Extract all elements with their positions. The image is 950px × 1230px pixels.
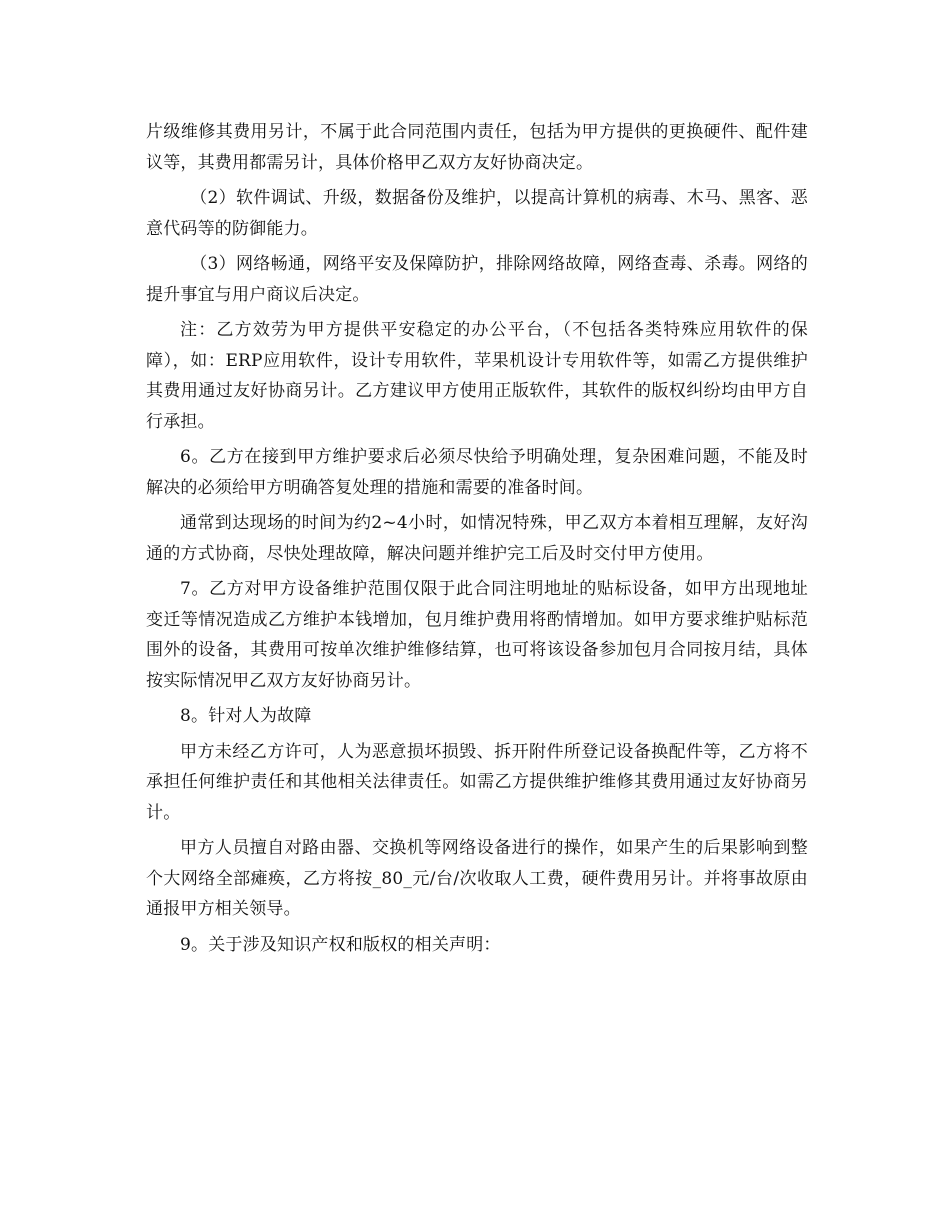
paragraph-clause-7: 7。乙方对甲方设备维护范围仅限于此合同注明地址的贴标设备，如甲方出现地址变迁等情况造成乙方维护本钱增加，包月维护费用将酌情增加。如甲方要求维护贴标范围外的设备，其费用可按单次维护维修结算，也可将该设备参加包月合同按月结，具体按实际情况甲乙双方友好协商另计。	[146, 579, 808, 691]
paragraph-clause-9-heading: 9。关于涉及知识产权和版权的相关声明：	[180, 934, 501, 955]
paragraph-note-office-platform: 注：乙方效劳为甲方提供平安稳定的办公平台，（不包括各类特殊应用软件的保障），如：ERP应用软件，设计专用软件，苹果机设计专用软件等，如需乙方提供维护其费用通过友好协商另计。乙方建议甲方使用正版软件，其软件的版权纠纷均由甲方自行承担。	[146, 320, 808, 432]
paragraph-clause-8-heading: 8。针对人为故障	[180, 706, 312, 726]
paragraph-network-device-operation: 甲方人员擅自对路由器、交换机等网络设备进行的操作，如果产生的后果影响到整个大网络全部瘫痪，乙方将按_80_元/台/次收取人工费，硬件费用另计。并将事故原由通报甲方相关领导。	[146, 838, 808, 919]
paragraph-clause-6: 6。乙方在接到甲方维护要求后必须尽快给予明确处理，复杂困难问题，不能及时解决的必须给甲方明确答复处理的措施和需要的准备时间。	[146, 447, 808, 498]
paragraph-arrival-time: 通常到达现场的时间为约2~4小时，如情况特殊，甲乙双方本着相互理解，友好沟通的方式协商，尽快处理故障，解决问题并维护完工后及时交付甲方使用。	[146, 513, 808, 564]
document-body	[146, 117, 808, 965]
paragraph-hardware-repair-cost: 片级维修其费用另计，不属于此合同范围内责任，包括为甲方提供的更换硬件、配件建议等，其费用都需另计，具体价格甲乙双方友好协商决定。	[146, 122, 808, 173]
paragraph-software-maintenance: （2）软件调试、升级，数据备份及维护，以提高计算机的病毒、木马、黑客、恶意代码等的防御能力。	[146, 188, 808, 239]
paragraph-network-maintenance: （3）网络畅通，网络平安及保障防护，排除网络故障，网络查毒、杀毒。网络的提升事宜与用户商议后决定。	[146, 254, 808, 305]
paragraph-unauthorized-damage: 甲方未经乙方许可，人为恶意损坏损毁、拆开附件所登记设备换配件等，乙方将不承担任何维护责任和其他相关法律责任。如需乙方提供维护维修其费用通过友好协商另计。	[146, 741, 808, 823]
